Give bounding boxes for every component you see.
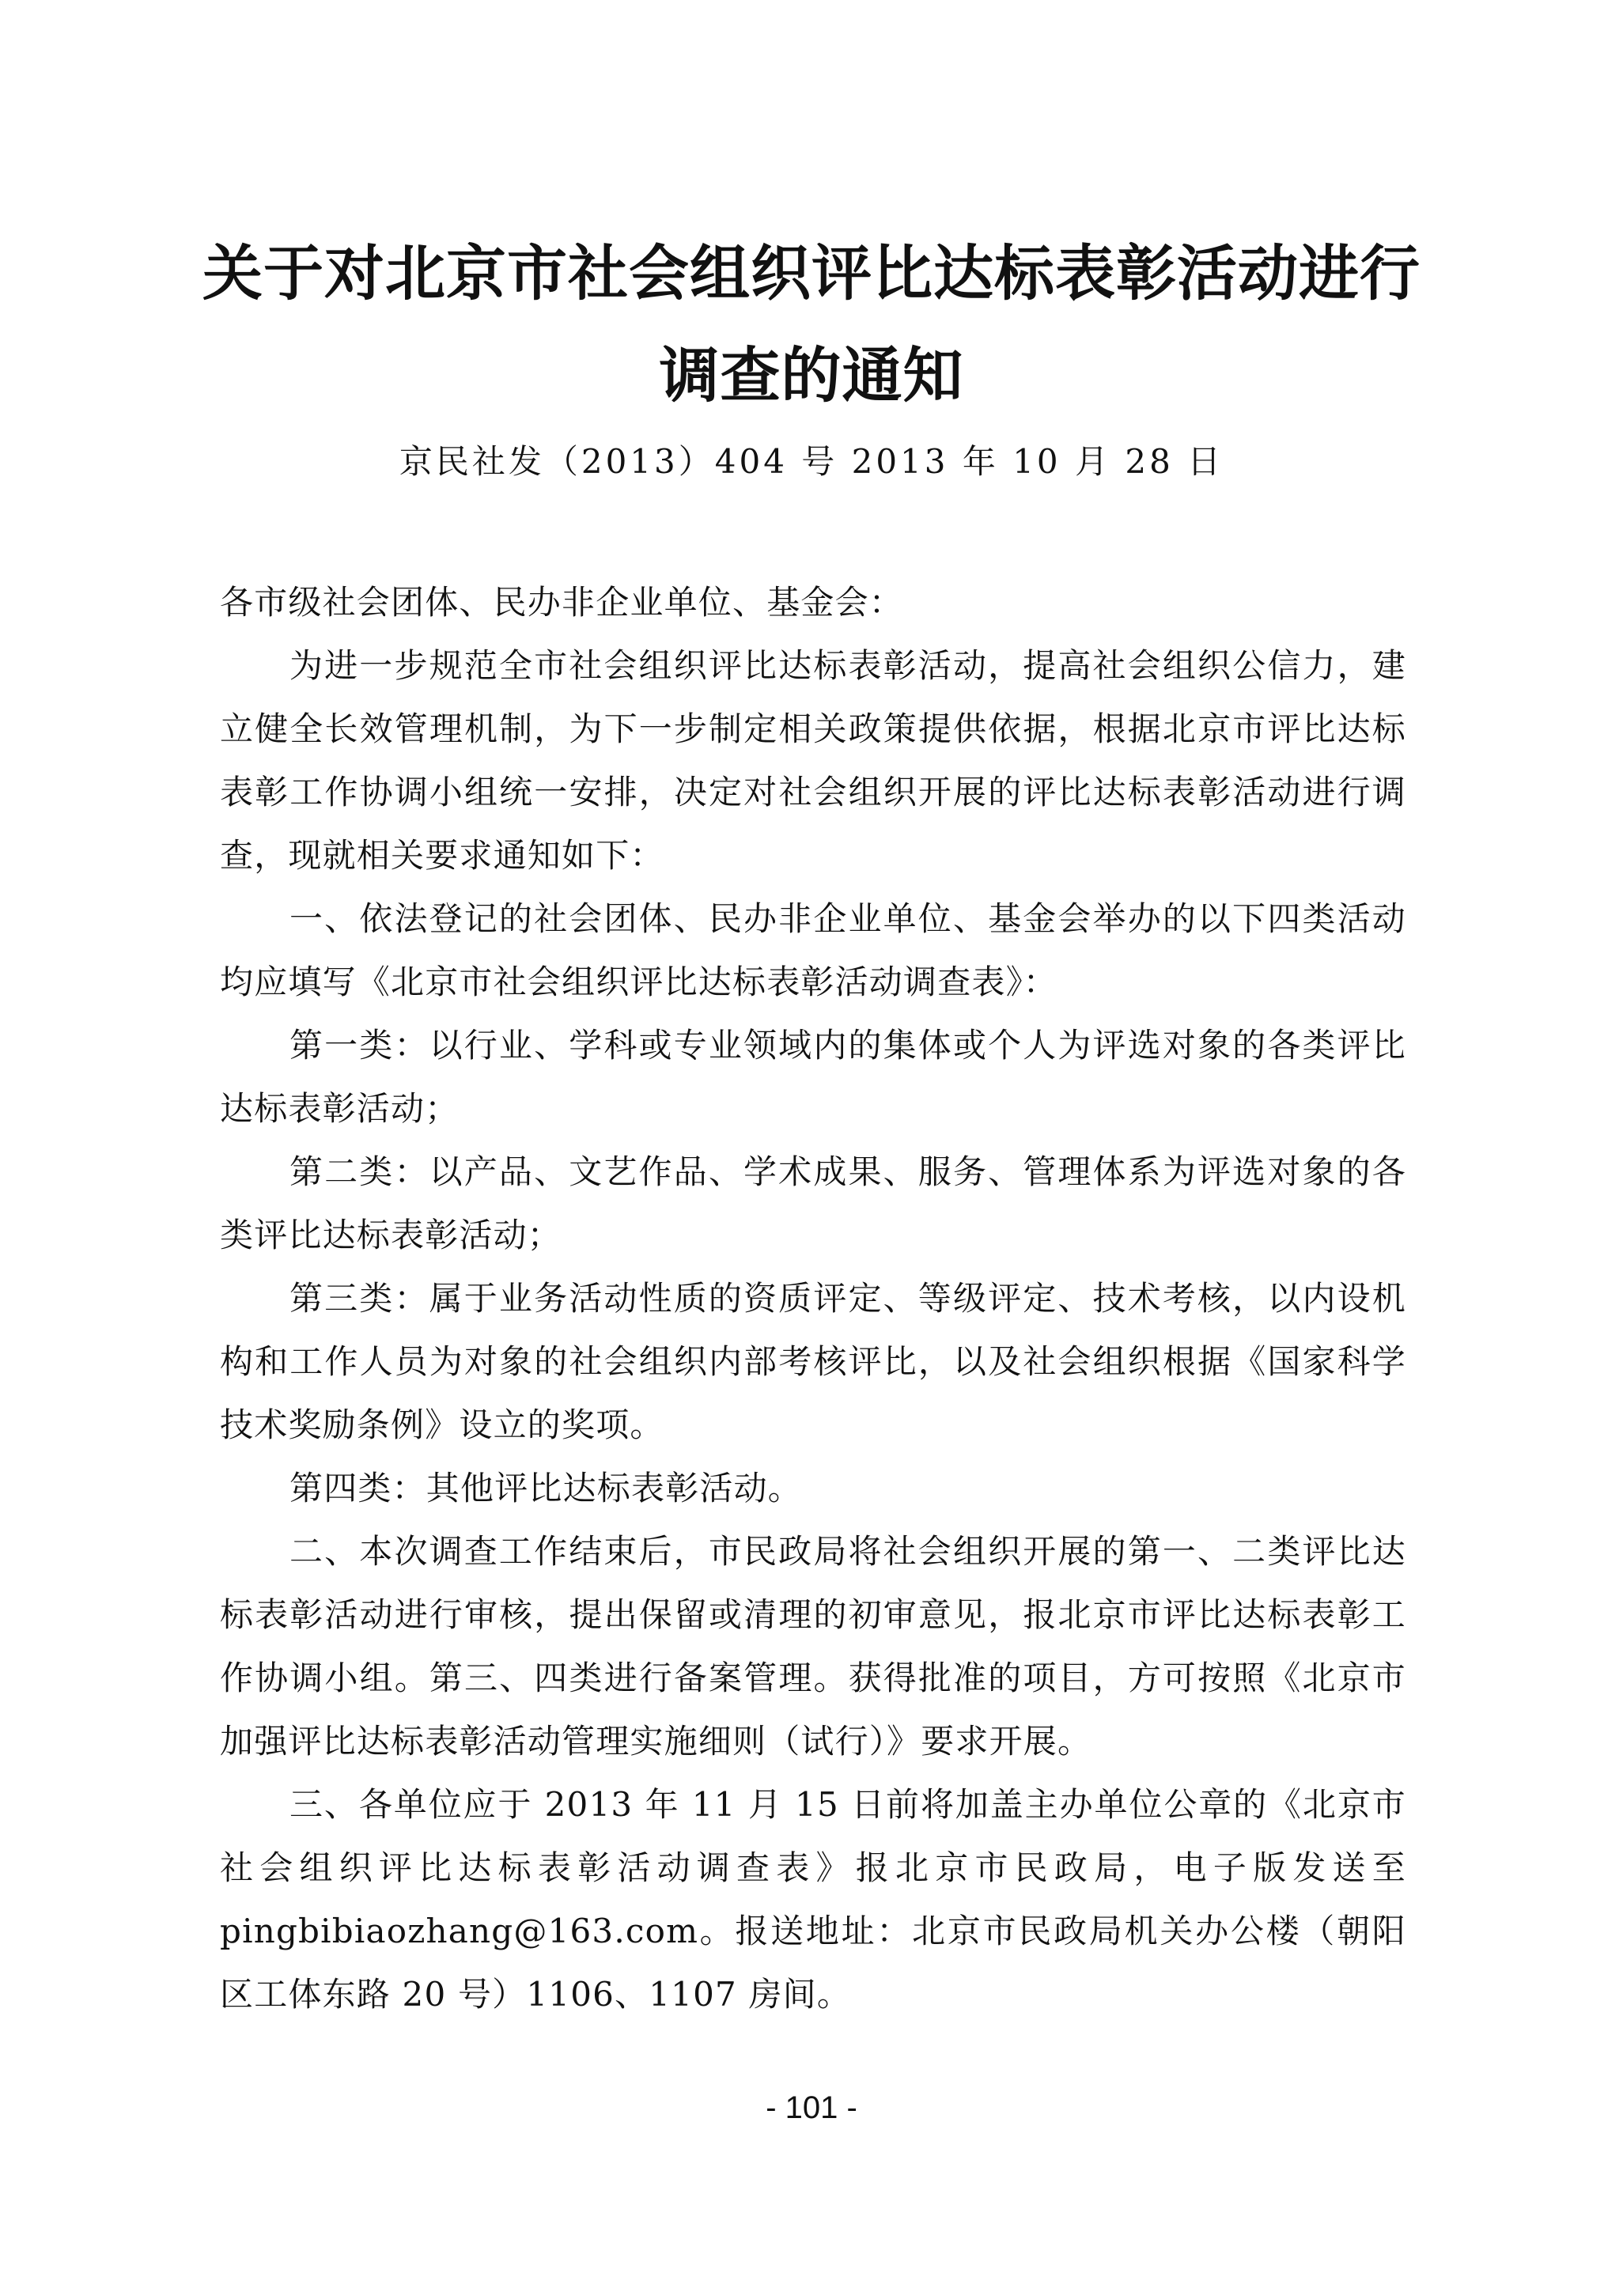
- paragraph-category-1: 第一类：以行业、学科或专业领域内的集体或个人为评选对象的各类评比达标表彰活动；: [220, 1026, 1406, 1128]
- paragraph-category-3: 第三类：属于业务活动性质的资质评定、等级评定、技术考核，以内设机构和工作人员为对象的社会组织内部考核评比，以及社会组织根据《国家科学技术奖励条例》设立的奖项。: [220, 1279, 1406, 1444]
- paragraph-category-4: 第四类：其他评比达标表彰活动。: [289, 1469, 803, 1507]
- paragraph-category-2: 第二类：以产品、文艺作品、学术成果、服务、管理体系为评选对象的各类评比达标表彰活动；: [220, 1152, 1406, 1254]
- document-title-line-2: 调查的通知: [659, 340, 964, 410]
- document-title-line-1: 关于对北京市社会组织评比达标表彰活动进行: [202, 238, 1421, 308]
- document-body: [220, 571, 1406, 2026]
- paragraph-section-1: 一、依法登记的社会团体、民办非企业单位、基金会举办的以下四类活动均应填写《北京市社会组织评比达标表彰活动调查表》：: [220, 899, 1406, 1001]
- document-number: 京民社发（2013）404 号 2013 年 10 月 28 日: [399, 442, 1224, 481]
- paragraph-section-3: 三、各单位应于 2013 年 11 月 15 日前将加盖主办单位公章的《北京市社会组织评比达标表彰活动调查表》报北京市民政局，电子版发送至 pingbibiaozhang@163.com。报送地址：北京市民政局机关办公楼（朝阳区工体东路 20 号）1106、1107 房间。: [220, 1785, 1406, 2014]
- paragraph-section-2: 二、本次调查工作结束后，市民政局将社会组织开展的第一、二类评比达标表彰活动进行审核，提出保留或清理的初审意见，报北京市评比达标表彰工作协调小组。第三、四类进行备案管理。获得批准的项目，方可按照《北京市加强评比达标表彰活动管理实施细则（试行）》要求开展。: [220, 1532, 1406, 1761]
- page-number: - 101 -: [766, 2090, 857, 2125]
- paragraph-intro: 为进一步规范全市社会组织评比达标表彰活动，提高社会组织公信力，建立健全长效管理机制，为下一步制定相关政策提供依据，根据北京市评比达标表彰工作协调小组统一安排，决定对社会组织开展的评比达标表彰活动进行调查，现就相关要求通知如下：: [220, 646, 1406, 875]
- salutation: 各市级社会团体、民办非企业单位、基金会：: [220, 583, 904, 622]
